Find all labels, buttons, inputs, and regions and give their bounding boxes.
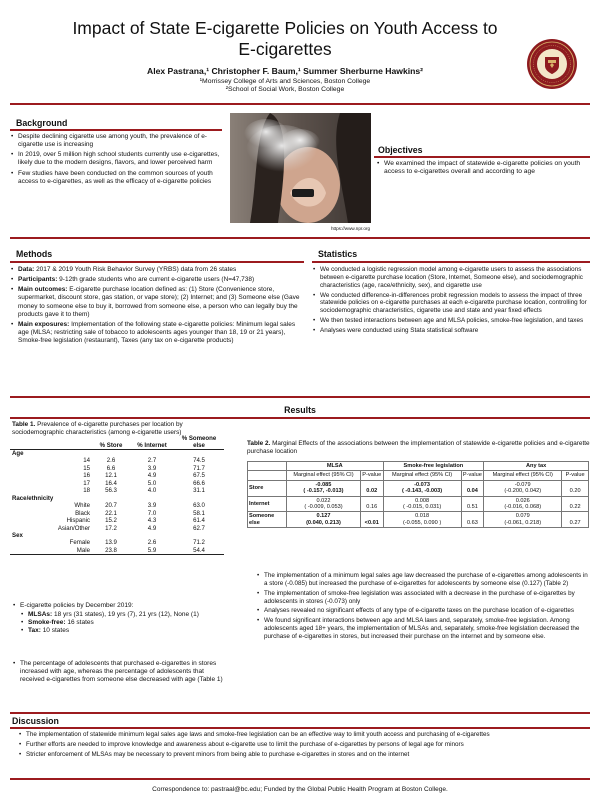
table2-caption bbox=[247, 440, 591, 456]
table2-policy-header-row bbox=[248, 462, 589, 471]
table2-subheader: Marginal effect (95% CI) bbox=[383, 471, 461, 480]
table1-row-label: 16 bbox=[83, 472, 90, 480]
table2-subheader: Marginal effect (95% CI) bbox=[484, 471, 562, 480]
table1-cell: 17.2 bbox=[105, 524, 117, 532]
statistics-item: • Analyses were conducted using Stata statistical software bbox=[312, 327, 590, 335]
table-row bbox=[10, 487, 224, 494]
poster-title bbox=[60, 18, 510, 60]
table2-effect-cell bbox=[383, 480, 461, 496]
table1-group-label: Sex bbox=[12, 531, 23, 539]
methods-list bbox=[10, 266, 304, 345]
table2-ci: ( -0.143, -0.003) bbox=[402, 488, 443, 495]
section-divider-2 bbox=[10, 396, 590, 398]
table2-effect-cell bbox=[287, 512, 361, 528]
table2-ci: ( -0.157, -0.013) bbox=[303, 488, 344, 495]
left-finding bbox=[12, 660, 226, 686]
table2-effect-cell bbox=[287, 496, 361, 512]
background-item: • In 2019, over 5 million high school students currently use e-cigarettes, likely due to the modern designs, flavors, and lower perceived harm bbox=[10, 151, 222, 167]
table1-cell: 58.1 bbox=[193, 509, 205, 517]
table2-pvalue: <0.01 bbox=[360, 512, 383, 528]
affiliations bbox=[60, 78, 510, 95]
methods-item bbox=[10, 286, 304, 319]
table2-pvalue: 0.04 bbox=[461, 480, 484, 496]
table2-effect-cell bbox=[383, 512, 461, 528]
table1-cell: 16.4 bbox=[105, 479, 117, 487]
right-findings bbox=[256, 572, 590, 643]
table1-cell: 22.1 bbox=[105, 509, 117, 517]
statistics-section bbox=[312, 266, 590, 337]
table-row bbox=[10, 517, 224, 524]
table2-ci: (-0.016, 0.068) bbox=[504, 504, 542, 511]
table-row bbox=[10, 539, 224, 546]
policies-subitem bbox=[20, 611, 226, 619]
table1-cell: 4.0 bbox=[147, 487, 157, 495]
table2-effect-cell bbox=[383, 496, 461, 512]
table2-effect-cell bbox=[484, 480, 562, 496]
table1-cell: 4.9 bbox=[147, 524, 157, 532]
table1-col-header bbox=[10, 436, 92, 450]
section-divider-1 bbox=[10, 237, 590, 239]
methods-section bbox=[10, 266, 304, 347]
table1-cell: 23.8 bbox=[92, 547, 130, 555]
header-divider bbox=[10, 103, 590, 105]
footer-divider bbox=[10, 778, 590, 780]
policies-subitem-label: Smoke-free: bbox=[28, 619, 66, 627]
methods-item-label: Participants: bbox=[18, 276, 58, 284]
table2-effect: 0.127 bbox=[316, 513, 331, 520]
policies-subitem-text: 10 states bbox=[40, 627, 70, 635]
methods-heading: Methods bbox=[16, 249, 53, 259]
table2-row-label: Internet bbox=[248, 496, 287, 512]
table1-row-label: Female bbox=[69, 539, 90, 547]
table2-effect: 0.008 bbox=[415, 497, 430, 504]
table-row bbox=[10, 525, 224, 532]
table1-row-label: Male bbox=[10, 547, 92, 555]
table2-ci: (-0.061, 0.218) bbox=[504, 519, 542, 526]
table2-ci: (-0.055, 0.090 ) bbox=[402, 519, 442, 526]
methods-item bbox=[10, 266, 304, 274]
table1-group-row bbox=[10, 532, 224, 539]
statistics-item: • We then tested interactions between age and MLSA policies, smoke-free legislation, and taxes bbox=[312, 317, 590, 325]
table2-row-label: Someone else bbox=[248, 512, 287, 528]
methods-item bbox=[10, 276, 304, 284]
table2-subheader: P-value bbox=[462, 472, 482, 479]
discussion-heading: Discussion bbox=[12, 716, 59, 726]
table1-col-header: % Internet bbox=[130, 436, 174, 450]
table-row bbox=[248, 512, 589, 528]
table1-cell: 71.2 bbox=[193, 539, 205, 547]
table2-pvalue: 0.16 bbox=[360, 496, 383, 512]
table2-effect: -0.085 bbox=[315, 481, 332, 488]
right-finding-item: • The implementation of a minimum legal sales age law decreased the purchase of e-cigarettes among adolescents in a store (-0.085) but increased the purchase of e-cigarettes for adolescents by someone else (0.127) (Table 2) bbox=[256, 572, 590, 588]
table1-cell: 4.9 bbox=[147, 472, 157, 480]
table1-cell: 2.7 bbox=[147, 457, 157, 465]
table-row bbox=[10, 465, 224, 472]
results-heading: Results bbox=[284, 405, 316, 415]
table1-row-label: 18 bbox=[83, 487, 90, 495]
statistics-heading: Statistics bbox=[318, 249, 358, 259]
table-row bbox=[10, 457, 224, 464]
authors: Alex Pastrana,¹ Christopher F. Baum,¹ Summer Sherburne Hawkins² bbox=[146, 66, 424, 76]
objectives-section bbox=[376, 160, 586, 179]
policies-subitem-label: MLSAs: bbox=[28, 611, 53, 619]
table2-subheader-row bbox=[248, 471, 589, 480]
statistics-item: • We conducted a logistic regression model among e-cigarette users to assess the associations between e-cigarette purchase location (Store, Internet, Someone else), and sociodemographic characteristics (age, race/ethnicity, sex), and cigarette use bbox=[312, 266, 590, 290]
table2-row-label: Store bbox=[248, 480, 287, 496]
statistics-item: • We conducted difference-in-differences probit regression models to assess the impact of three statewide policies on e-cigarette purchases at each e-cigarette purchase location, controlling for sociodemographic characteristics, cigarette use and state and year fixed effects bbox=[312, 292, 590, 316]
table2-pvalue: 0.63 bbox=[461, 512, 484, 528]
table1-cell: 3.9 bbox=[147, 464, 157, 472]
table2-pvalue: 0.51 bbox=[461, 496, 484, 512]
table2 bbox=[247, 461, 589, 528]
table1-row-label: White bbox=[74, 502, 90, 510]
table-row bbox=[10, 480, 224, 487]
table1-cell: 12.1 bbox=[105, 472, 117, 480]
table2-ci: ( -0.009, 0.053) bbox=[304, 504, 343, 511]
affiliation-2: ²School of Social Work, Boston College bbox=[225, 86, 345, 94]
footer-correspondence: Correspondence to: pastraal@bc.edu; Funded by the Global Public Health Program at Boston College. bbox=[152, 786, 448, 793]
table1-cell: 71.7 bbox=[193, 464, 205, 472]
methods-item-text: Implementation of the following state e-cigarette policies: Minimum legal sales age (MLSA; restricting sale of tobacco to adolescents ages younger than 18, 19 or 21 years), Smoke-free legislation (restaurant), Taxes (any tax on e-cigarette products) bbox=[18, 320, 296, 344]
table2-pvalue: 0.27 bbox=[562, 512, 589, 528]
table2-caption-text: Marginal Effects of the associations between the implementation of statewide e-cigarette policies and e-cigarette purchase location bbox=[247, 440, 590, 455]
table1-body bbox=[10, 450, 224, 555]
discussion-section bbox=[18, 731, 588, 761]
table1-row-label: Asian/Other bbox=[57, 524, 90, 532]
table-row bbox=[248, 496, 589, 512]
table1-header-row bbox=[10, 436, 224, 450]
table1-group-label: Age bbox=[12, 450, 24, 457]
policies-subitem-text: 18 yrs (31 states), 19 yrs (7), 21 yrs (12), None (1) bbox=[52, 611, 199, 619]
table1-cell: 31.1 bbox=[193, 487, 205, 495]
table1-cell: 2.6 bbox=[106, 457, 116, 465]
discussion-item: • Further efforts are needed to improve knowledge and awareness about e-cigarette use to limit the purchase of e-cigarettes by persons of legal age for minors bbox=[18, 741, 588, 749]
table1-cell: 2.6 bbox=[147, 539, 157, 547]
table1-group-row bbox=[10, 495, 224, 502]
table1-cell: 74.5 bbox=[193, 457, 205, 465]
table1-cell: 63.0 bbox=[193, 502, 205, 510]
table2-corner-cell bbox=[248, 471, 287, 480]
photo-credit: https://www.npr.org bbox=[331, 226, 371, 231]
table2-ci: (0.040, 0.213) bbox=[306, 519, 341, 526]
table2-subheader: Marginal effect (95% CI) bbox=[287, 471, 361, 480]
methods-item-text: 2017 & 2019 Youth Risk Behavior Survey (YRBS) data from 26 states bbox=[34, 266, 237, 273]
table1-cell: 5.9 bbox=[130, 547, 174, 555]
table2-subheader: P-value bbox=[362, 472, 382, 479]
table2-effect-cell bbox=[484, 496, 562, 512]
table1-row-label: Black bbox=[75, 509, 90, 517]
table2-subheader: P-value bbox=[562, 471, 589, 480]
policies-intro: E-cigarette policies by December 2019: bbox=[20, 602, 134, 609]
table1-cell: 62.7 bbox=[193, 524, 205, 532]
table1-cell: 67.5 bbox=[193, 472, 205, 480]
methods-item-text: 9-12th grade students who are current e-cigarette users (N=47,738) bbox=[57, 276, 255, 284]
objectives-item: • We examined the impact of statewide e-cigarette policies on youth access to e-cigarettes overall and according to age bbox=[376, 160, 586, 177]
table-row bbox=[10, 502, 224, 509]
table2-effect-cell bbox=[484, 512, 562, 528]
objectives-list bbox=[376, 160, 586, 177]
policies-subitem-label: Tax: bbox=[28, 627, 41, 635]
title-line-2: E-cigarettes bbox=[238, 39, 332, 59]
table2-pvalue: 0.02 bbox=[360, 480, 383, 496]
title-line-1: Impact of State E-cigarette Policies on Youth Access to bbox=[72, 18, 498, 38]
table1-cell: 54.4 bbox=[174, 547, 224, 555]
table1-row-label: 14 bbox=[83, 457, 90, 465]
table2-policy-header: MLSA bbox=[287, 462, 384, 471]
background-section bbox=[10, 133, 222, 188]
table1-group-label: Race/ethnicity bbox=[12, 494, 54, 502]
statistics-divider bbox=[312, 261, 590, 263]
table2-effect: -0.073 bbox=[414, 481, 430, 488]
table2-ci: ( -0.015, 0.031) bbox=[402, 504, 442, 511]
policies-subitem bbox=[20, 619, 226, 627]
table1-cell: 13.9 bbox=[105, 539, 117, 547]
right-finding-item: • We found significant interactions between age and MLSA laws and, separately, smoke-free legislation. Among adolescents aged 18+ years, the implementation of MLSAs and, separately, smoke-free legislation decreased the purchase of e-cigarettes in stores, but increased their purchase on the internet and by someone else. bbox=[256, 617, 590, 641]
table1-cell: 20.7 bbox=[105, 502, 117, 510]
table1-cell: 4.3 bbox=[147, 517, 157, 525]
table2-effect: -0.079 bbox=[514, 481, 531, 488]
policies-list bbox=[12, 602, 226, 636]
table2-corner-cell bbox=[248, 462, 287, 471]
table2-effect: 0.079 bbox=[515, 513, 530, 520]
table1-cell: 61.4 bbox=[193, 517, 205, 525]
table1-group-row bbox=[10, 450, 224, 458]
table1-row-label: 17 bbox=[83, 479, 90, 487]
results-divider bbox=[10, 417, 590, 419]
table1-col-header: % Someone else bbox=[174, 436, 224, 450]
section-divider-3 bbox=[10, 712, 590, 714]
table1-cell: 56.3 bbox=[105, 487, 117, 495]
methods-item-label: Main exposures: bbox=[18, 320, 70, 328]
table1-col-header: % Store bbox=[92, 436, 130, 450]
methods-item bbox=[10, 321, 304, 345]
methods-divider bbox=[10, 261, 304, 263]
table2-effect-cell bbox=[287, 480, 361, 496]
table1-cell: 7.0 bbox=[147, 509, 157, 517]
table2-body bbox=[248, 480, 589, 527]
table1-row-label: 15 bbox=[83, 464, 90, 472]
right-finding-item: • The implementation of smoke-free legislation was associated with a decrease in the purchase of e-cigarettes by adolescents in stores (-0.073) only bbox=[256, 590, 590, 606]
discussion-divider bbox=[10, 727, 590, 729]
table2-pvalue: 0.20 bbox=[562, 480, 589, 496]
table2-pvalue: 0.22 bbox=[562, 496, 589, 512]
policies-subitem-text: 16 states bbox=[65, 619, 94, 627]
table-row bbox=[10, 510, 224, 517]
left-finding-list bbox=[12, 660, 226, 684]
background-list bbox=[10, 133, 222, 186]
table2-policy-header: Smoke-free legislation bbox=[383, 462, 484, 471]
background-item: • Despite declining cigarette use among youth, the prevalence of e-cigarette use is increasing bbox=[10, 133, 222, 149]
table1 bbox=[10, 436, 224, 555]
discussion-item: • Stricter enforcement of MLSAs may be necessary to prevent minors from being able to purchase e-cigarettes in stores and on the internet bbox=[18, 751, 588, 759]
table1-cell: 15.2 bbox=[105, 517, 117, 525]
policies-sublist bbox=[20, 611, 226, 635]
table1-cell: 3.9 bbox=[147, 502, 157, 510]
table2-ci: (-0.200, 0.042) bbox=[504, 488, 542, 495]
affiliation-1: ¹Morrissey College of Arts and Sciences, Boston College bbox=[199, 78, 371, 85]
table2-effect: 0.022 bbox=[316, 497, 331, 504]
table2-effect: 0.026 bbox=[515, 497, 530, 504]
table1-cell: 5.0 bbox=[147, 479, 157, 487]
table2-effect: 0.018 bbox=[415, 513, 430, 520]
discussion-item: • The implementation of statewide minimum legal sales age laws and smoke-free legislation can be an effective way to limit youth access and purchasing of e-cigarettes bbox=[18, 731, 588, 739]
policies-subitem bbox=[20, 627, 226, 635]
left-finding-item: • The percentage of adolescents that purchased e-cigarettes in stores increased with age, whereas the percentage of adolescents that received e-cigarettes from someone else decreased with age (Table 1) bbox=[12, 660, 226, 684]
objectives-divider bbox=[374, 156, 590, 158]
methods-item-text: E-cigarette purchase location defined as: (1) Store (Convenience store, supermarket, discount store, gas station, or vape store); (2) Internet; and (3) Someone else (Gave money to someone else to buy it, borrowed from someone else, a person who can legally buy the products gave it to them) bbox=[18, 286, 300, 318]
table1-cell: 66.6 bbox=[193, 479, 205, 487]
table1-cell: 6.6 bbox=[106, 464, 116, 472]
table1-row-label: Hispanic bbox=[66, 517, 90, 525]
background-divider bbox=[10, 129, 222, 131]
policies-item bbox=[12, 602, 226, 636]
background-heading: Background bbox=[16, 118, 68, 128]
table-row bbox=[248, 480, 589, 496]
methods-item-label: Main outcomes: bbox=[18, 286, 68, 294]
methods-item-label: Data: bbox=[18, 266, 35, 273]
background-item: • Few studies have been conducted on the common sources of youth access to e-cigarettes, as well as the efficacy of e-cigarette policies bbox=[10, 170, 222, 186]
table1-caption-label: Table 1. bbox=[12, 421, 36, 428]
statistics-list bbox=[312, 266, 590, 335]
university-seal-logo bbox=[526, 38, 578, 90]
discussion-list bbox=[18, 731, 588, 759]
table-row bbox=[10, 472, 224, 479]
right-findings-list bbox=[256, 572, 590, 641]
table-row bbox=[10, 547, 224, 555]
table2-policy-header: Any tax bbox=[484, 462, 589, 471]
objectives-heading: Objectives bbox=[378, 145, 423, 155]
right-finding-item: • Analyses revealed no significant effects of any type of e-cigarette taxes on the purchase location of e-cigarettes bbox=[256, 607, 590, 615]
policies-summary bbox=[12, 602, 226, 638]
table1-caption-text: Prevalence of e-cigarette purchases per location by sociodemographic characteristics (among e-cigarette users) bbox=[12, 421, 183, 436]
vaping-teen-photo bbox=[230, 113, 371, 223]
table2-caption-label: Table 2. bbox=[247, 440, 271, 447]
